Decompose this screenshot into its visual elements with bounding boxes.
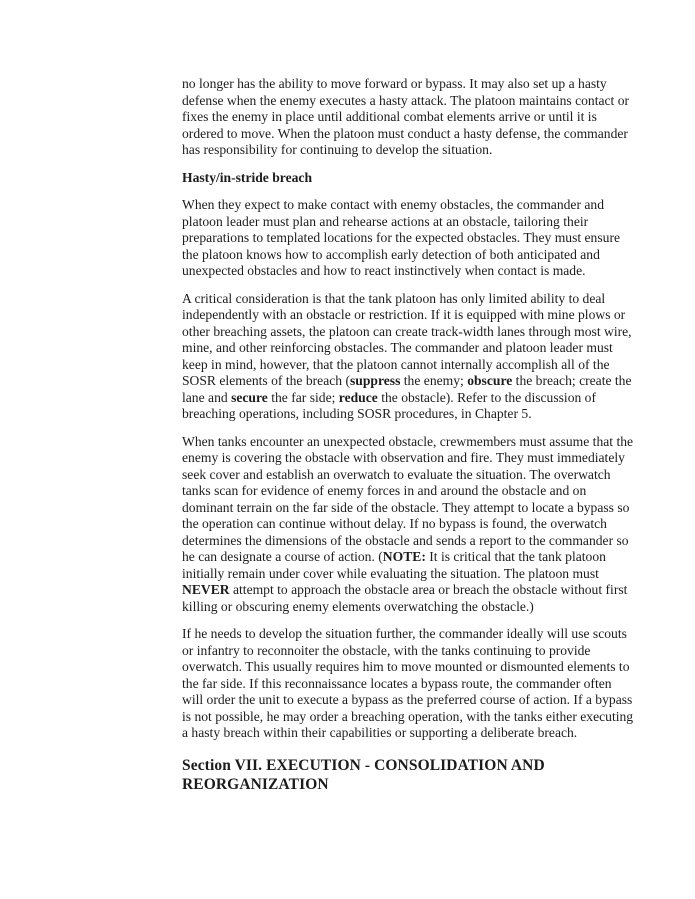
text-run: the far side; bbox=[267, 389, 339, 405]
bold-term-never: NEVER bbox=[182, 582, 230, 597]
text-run: the obstacle). Refer to the discussion of breaching operations, including SOSR procedures, in Chapter 5. bbox=[182, 389, 597, 421]
text-run: It is critical that the tank platoon initially remain under cover while evaluating the situation. The platoon must bbox=[182, 549, 606, 581]
section-heading-text: Section VII. EXECUTION - CONSOLIDATION AND REORGANIZATION bbox=[182, 756, 545, 793]
text-run: the breach; create the lane and bbox=[182, 373, 632, 405]
bold-term-note: NOTE: bbox=[382, 549, 426, 564]
heading-text: Hasty/in-stride breach bbox=[182, 169, 313, 185]
section-heading-execution-consolidation bbox=[182, 756, 634, 795]
bold-term-suppress: suppress bbox=[350, 373, 401, 388]
bold-term-secure: secure bbox=[231, 389, 268, 405]
paragraph-develop-situation bbox=[182, 626, 634, 742]
bold-term-obscure: obscure bbox=[467, 373, 513, 388]
text-run: the enemy; bbox=[400, 373, 468, 388]
text-run: attempt to approach the obstacle area or breach the obstacle without first killing or obscuring enemy elements overwatching the obstacle.) bbox=[182, 582, 628, 614]
paragraph-critical-consideration bbox=[182, 291, 634, 423]
paragraph-hasty-defense-continuation bbox=[182, 76, 634, 159]
heading-hasty-in-stride-breach bbox=[182, 170, 634, 187]
body-text-column bbox=[182, 76, 634, 795]
paragraph-expect-contact bbox=[182, 197, 634, 280]
text-run: If he needs to develop the situation further, the commander ideally will use scouts or infantry to reconnoiter the obstacle, with the tanks continuing to provide overwatch. This usually requires him to move mounted or dismounted elements to the far side. If this reconnaissance locates a bypass route, the commander often will order the unit to execute a bypass as the preferred course of action. If a bypass is not possible, he may order a breaching operation, with the tanks either executing a hasty breach within their capabilities or supporting a deliberate breach. bbox=[182, 626, 634, 740]
bold-term-reduce: reduce bbox=[338, 389, 378, 405]
paragraph-unexpected-obstacle bbox=[182, 434, 634, 616]
text-run: no longer has the ability to move forward or bypass. It may also set up a hasty defense when the enemy executes a hasty attack. The platoon maintains contact or fixes the enemy in place until additional combat elements arrive or until it is ordered to move. When the platoon must conduct a hasty defense, the commander has responsibility for continuing to develop the situation. bbox=[182, 76, 630, 157]
text-run: When they expect to make contact with enemy obstacles, the commander and platoon leader must plan and rehearse actions at an obstacle, tailoring their preparations to templated locations for the expected obstacles. They must ensure the platoon knows how to accomplish early detection of both anticipated and unexpected obstacles and how to react instinctively when contact is made. bbox=[182, 197, 621, 278]
text-run: When tanks encounter an unexpected obstacle, crewmembers must assume that the enemy is covering the obstacle with observation and fire. They must immediately seek cover and establish an overwatch to evaluate the situation. The overwatch tanks scan for evidence of enemy forces in and around the obstacle and on dominant terrain on the far side of the obstacle. They attempt to locate a bypass so the operation can continue without delay. If no bypass is found, the overwatch determines the dimensions of the obstacle and sends a report to the commander so he can designate a course of action. ( bbox=[182, 433, 634, 564]
text-run: A critical consideration is that the tank platoon has only limited ability to deal independently with an obstacle or restriction. If it is equipped with mine plows or other breaching assets, the platoon can create track-width lanes through most wire, mine, and other reinforcing obstacles. The commander and platoon leader must keep in mind, however, that the platoon cannot internally accomplish all of the SOSR elements of the breach ( bbox=[182, 290, 632, 388]
